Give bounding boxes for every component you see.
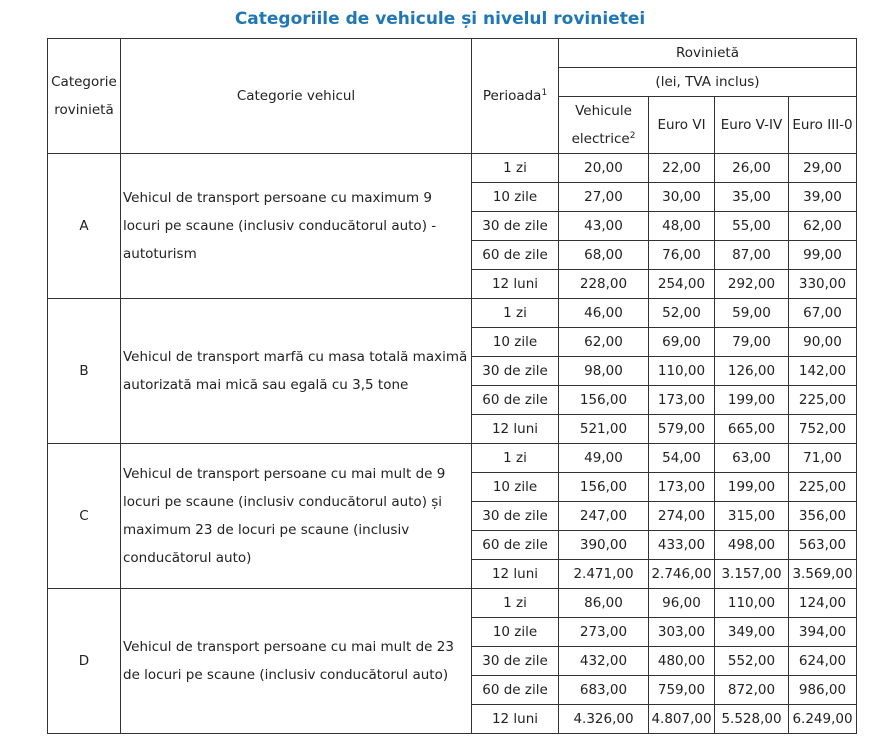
value-euro-iii-0: 563,00 (789, 531, 857, 560)
value-vehicule-electrice: 390,00 (559, 531, 649, 560)
value-euro-v-iv: 59,00 (715, 299, 789, 328)
value-euro-iii-0: 124,00 (789, 589, 857, 618)
value-euro-iii-0: 986,00 (789, 676, 857, 705)
footnote-1-marker: 1 (541, 88, 548, 98)
value-euro-iii-0: 225,00 (789, 386, 857, 415)
value-euro-vi: 76,00 (649, 241, 715, 270)
value-vehicule-electrice: 46,00 (559, 299, 649, 328)
header-perioada (472, 39, 559, 154)
value-euro-v-iv: 665,00 (715, 415, 789, 444)
value-euro-iii-0: 142,00 (789, 357, 857, 386)
value-euro-v-iv: 3.157,00 (715, 560, 789, 589)
value-euro-vi: 274,00 (649, 502, 715, 531)
value-euro-v-iv: 349,00 (715, 618, 789, 647)
value-vehicule-electrice: 273,00 (559, 618, 649, 647)
header-categorie-rovinieta (48, 39, 121, 154)
period-cell: 30 de zile (472, 357, 559, 386)
value-euro-vi: 2.746,00 (649, 560, 715, 589)
description-line: autoturism (123, 246, 197, 262)
header-categorie-vehicul: Categorie vehicul (121, 39, 472, 154)
period-cell: 1 zi (472, 589, 559, 618)
description-line: locuri pe scaune (inclusiv conducătorul auto) - (123, 218, 437, 234)
value-vehicule-electrice: 20,00 (559, 154, 649, 183)
value-vehicule-electrice: 2.471,00 (559, 560, 649, 589)
table-body (48, 154, 857, 734)
value-euro-v-iv: 26,00 (715, 154, 789, 183)
description-line: de locuri pe scaune (inclusiv conducătorul auto) (123, 667, 449, 683)
value-euro-v-iv: 199,00 (715, 473, 789, 502)
value-euro-v-iv: 79,00 (715, 328, 789, 357)
value-vehicule-electrice: 521,00 (559, 415, 649, 444)
value-euro-iii-0: 752,00 (789, 415, 857, 444)
value-euro-iii-0: 71,00 (789, 444, 857, 473)
value-euro-vi: 48,00 (649, 212, 715, 241)
value-euro-iii-0: 67,00 (789, 299, 857, 328)
period-cell: 1 zi (472, 154, 559, 183)
value-euro-iii-0: 62,00 (789, 212, 857, 241)
value-euro-v-iv: 498,00 (715, 531, 789, 560)
vehicle-category-description (121, 154, 472, 299)
period-cell: 1 zi (472, 444, 559, 473)
description-line: conducătorul auto) (123, 550, 252, 566)
value-vehicule-electrice: 62,00 (559, 328, 649, 357)
header-rovinieta-line: rovinietă (54, 102, 114, 118)
period-cell: 10 zile (472, 328, 559, 357)
header-perioada-label: Perioada (482, 88, 542, 104)
header-euro-iii-0: Euro III-0 (789, 97, 857, 154)
value-euro-vi: 759,00 (649, 676, 715, 705)
value-euro-v-iv: 126,00 (715, 357, 789, 386)
value-vehicule-electrice: 86,00 (559, 589, 649, 618)
header-categorie-line: Categorie (51, 74, 117, 90)
header-electrice-text: electrice (571, 131, 630, 147)
value-euro-v-iv: 292,00 (715, 270, 789, 299)
period-cell: 30 de zile (472, 212, 559, 241)
period-cell: 12 luni (472, 560, 559, 589)
value-euro-iii-0: 330,00 (789, 270, 857, 299)
header-vehicule-line: Vehicule (575, 103, 632, 119)
period-cell: 12 luni (472, 415, 559, 444)
category-code: A (48, 154, 121, 299)
value-euro-v-iv: 87,00 (715, 241, 789, 270)
value-euro-vi: 303,00 (649, 618, 715, 647)
header-rovinieta: Rovinietă (559, 39, 857, 68)
header-electrice-line (559, 125, 648, 153)
category-code: D (48, 589, 121, 734)
value-vehicule-electrice: 68,00 (559, 241, 649, 270)
period-cell: 60 de zile (472, 386, 559, 415)
value-euro-iii-0: 99,00 (789, 241, 857, 270)
description-line: Vehicul de transport marfă cu masa totală maximă (123, 349, 468, 365)
value-euro-iii-0: 29,00 (789, 154, 857, 183)
header-euro-v-iv: Euro V-IV (715, 97, 789, 154)
page-title: Categoriile de vehicule și nivelul rovinietei (234, 9, 646, 29)
period-cell: 10 zile (472, 618, 559, 647)
description-line: Vehicul de transport persoane cu mai mult de 23 (123, 639, 454, 655)
value-euro-vi: 173,00 (649, 473, 715, 502)
value-euro-vi: 96,00 (649, 589, 715, 618)
value-euro-vi: 579,00 (649, 415, 715, 444)
period-cell: 60 de zile (472, 676, 559, 705)
vehicle-category-description (121, 299, 472, 444)
header-euro-vi: Euro VI (649, 97, 715, 154)
value-vehicule-electrice: 27,00 (559, 183, 649, 212)
period-cell: 60 de zile (472, 241, 559, 270)
header-vehicule-electrice (559, 97, 649, 154)
value-vehicule-electrice: 683,00 (559, 676, 649, 705)
description-line: Vehicul de transport persoane cu maximum 9 (123, 190, 432, 206)
vehicle-category-description (121, 444, 472, 589)
value-euro-iii-0: 39,00 (789, 183, 857, 212)
value-vehicule-electrice: 156,00 (559, 386, 649, 415)
value-euro-iii-0: 3.569,00 (789, 560, 857, 589)
value-vehicule-electrice: 156,00 (559, 473, 649, 502)
table-row (48, 299, 857, 328)
value-euro-v-iv: 63,00 (715, 444, 789, 473)
value-euro-v-iv: 110,00 (715, 589, 789, 618)
value-euro-vi: 30,00 (649, 183, 715, 212)
period-cell: 10 zile (472, 183, 559, 212)
value-euro-v-iv: 552,00 (715, 647, 789, 676)
description-line: Vehicul de transport persoane cu mai mult de 9 (123, 466, 446, 482)
table-row (48, 444, 857, 473)
value-euro-vi: 480,00 (649, 647, 715, 676)
value-euro-vi: 54,00 (649, 444, 715, 473)
value-euro-vi: 433,00 (649, 531, 715, 560)
value-euro-iii-0: 6.249,00 (789, 705, 857, 734)
period-cell: 12 luni (472, 270, 559, 299)
description-line: maximum 23 de locuri pe scaune (inclusiv (123, 522, 410, 538)
value-vehicule-electrice: 247,00 (559, 502, 649, 531)
period-cell: 12 luni (472, 705, 559, 734)
footnote-2-marker: 2 (629, 131, 636, 141)
header-rovinieta-units: (lei, TVA inclus) (559, 68, 857, 97)
period-cell: 10 zile (472, 473, 559, 502)
value-euro-v-iv: 55,00 (715, 212, 789, 241)
value-euro-vi: 110,00 (649, 357, 715, 386)
value-euro-iii-0: 356,00 (789, 502, 857, 531)
value-euro-v-iv: 35,00 (715, 183, 789, 212)
period-cell: 60 de zile (472, 531, 559, 560)
table-row (48, 589, 857, 618)
value-euro-vi: 4.807,00 (649, 705, 715, 734)
period-cell: 30 de zile (472, 502, 559, 531)
value-vehicule-electrice: 49,00 (559, 444, 649, 473)
value-euro-v-iv: 315,00 (715, 502, 789, 531)
value-euro-vi: 173,00 (649, 386, 715, 415)
description-line: locuri pe scaune (inclusiv conducătorul auto) și (123, 494, 443, 510)
value-euro-v-iv: 872,00 (715, 676, 789, 705)
table-row (48, 154, 857, 183)
value-euro-iii-0: 394,00 (789, 618, 857, 647)
value-vehicule-electrice: 228,00 (559, 270, 649, 299)
category-code: B (48, 299, 121, 444)
value-vehicule-electrice: 432,00 (559, 647, 649, 676)
value-euro-vi: 22,00 (649, 154, 715, 183)
description-line: autorizată mai mică sau egală cu 3,5 tone (123, 377, 409, 393)
value-euro-v-iv: 5.528,00 (715, 705, 789, 734)
value-euro-iii-0: 624,00 (789, 647, 857, 676)
value-euro-vi: 254,00 (649, 270, 715, 299)
vehicle-category-description (121, 589, 472, 734)
category-code: C (48, 444, 121, 589)
value-euro-iii-0: 225,00 (789, 473, 857, 502)
rovinieta-table (47, 38, 857, 734)
period-cell: 1 zi (472, 299, 559, 328)
value-euro-iii-0: 90,00 (789, 328, 857, 357)
value-euro-vi: 69,00 (649, 328, 715, 357)
value-vehicule-electrice: 4.326,00 (559, 705, 649, 734)
period-cell: 30 de zile (472, 647, 559, 676)
value-vehicule-electrice: 98,00 (559, 357, 649, 386)
value-euro-v-iv: 199,00 (715, 386, 789, 415)
value-euro-vi: 52,00 (649, 299, 715, 328)
value-vehicule-electrice: 43,00 (559, 212, 649, 241)
